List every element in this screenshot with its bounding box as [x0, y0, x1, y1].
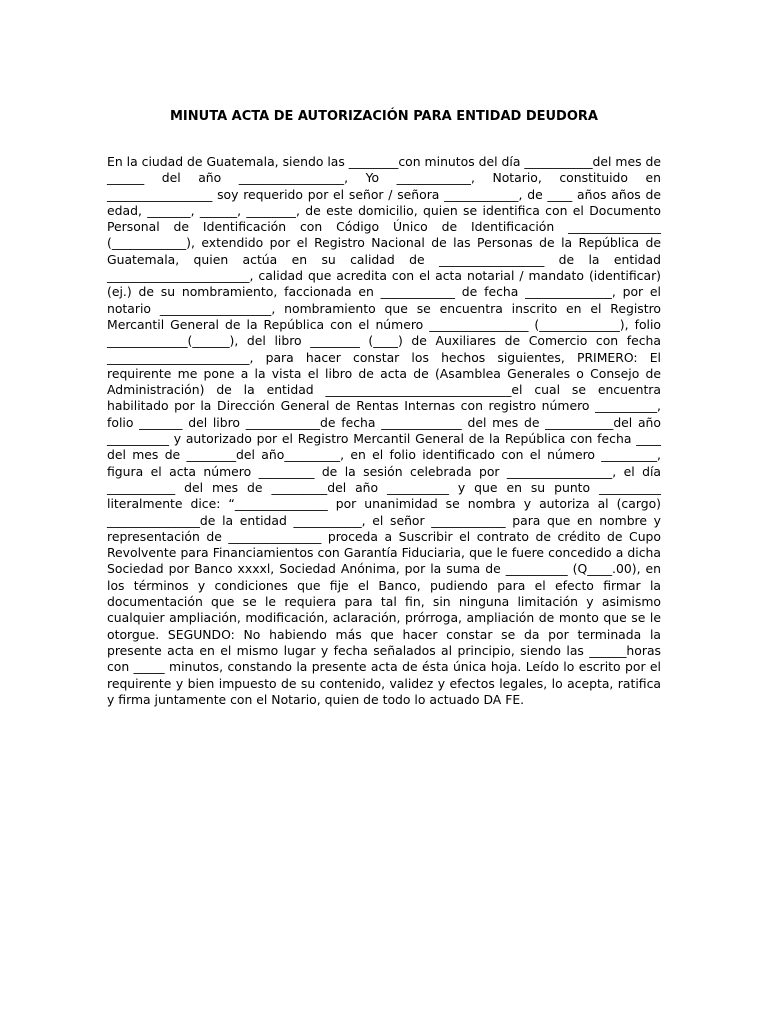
body-paragraph: En la ciudad de Guatemala, siendo las ________con minutos del día ___________del mes de ______ del año _________________, Yo ____________, Notario, constituido en _________________ soy requerido por el señor / señora ____________, de ____ años años de edad, _______, ______, ________, de este domicilio, quien se identifica con el Documento Personal de Identificación con Código Único de Identificación _______________ (____________), extendido por el Registro Nacional de las Personas de la República de Guatemala, quien actúa en su calidad de _________________ de la entidad _______________________, calidad que acredita con el acta notarial / mandato (identificar) (ej.) de su nombramiento, faccionada en ____________ de fecha ______________, por el notario __________________, nombramiento que se encuentra inscrito en el Registro Mercantil General de la República con el número ________________ (_____________), folio _____________(______), del libro ________ (____) de Auxiliares de Comercio con fecha _______________________, para hacer constar los hechos siguientes, PRIMERO: El requirente me pone a la vista el libro de acta de (Asamblea Generales o Consejo de Administración) de la entidad ______________________________el cual se encuentra habilitado por la Dirección General de Rentas Internas con registro número __________, folio _______ del libro ____________de fecha _____________ del mes de ___________del año __________ y autorizado por el Registro Mercantil General de la República con fecha ____ del mes de ________del año_________, en el folio identificado con el número _________, figura el acta número _________ de la sesión celebrada por _________________, el día ___________ del mes de _________del año __________ y que en su punto __________ literalmente dice: “_______________ por unanimidad se nombra y autoriza al (cargo) _______________de la entidad ___________, el señor ____________ para que en nombre y representación de _______________ proceda a Suscribir el contrato de crédito de Cupo Revolvente para Financiamientos con Garantía Fiduciaria, que le fuere concedido a dicha Sociedad por Banco xxxxl, Sociedad Anónima, por la suma de __________ (Q____.00), en los términos y condiciones que fije el Banco, pudiendo para el efecto firmar la documentación que se le requiera para tal fin, sin ninguna limitación y asimismo cualquier ampliación, modificación, aclaración, prórroga, ampliación de monto que se le otorgue. SEGUNDO: No habiendo más que hacer constar se da por terminada la presente acta en el mismo lugar y fecha señalados al principio, siendo las ______horas con _____ minutos, constando la presente acta de ésta única hoja. Leído lo escrito por el requirente y bien impuesto de su contenido, validez y efectos legales, lo acepta, ratifica y firma juntamente con el Notario, quien de todo lo actuado DA FE. [107, 154, 661, 707]
document-title: MINUTA ACTA DE AUTORIZACIÓN PARA ENTIDAD DEUDORA [170, 109, 598, 124]
document-body [107, 154, 661, 708]
